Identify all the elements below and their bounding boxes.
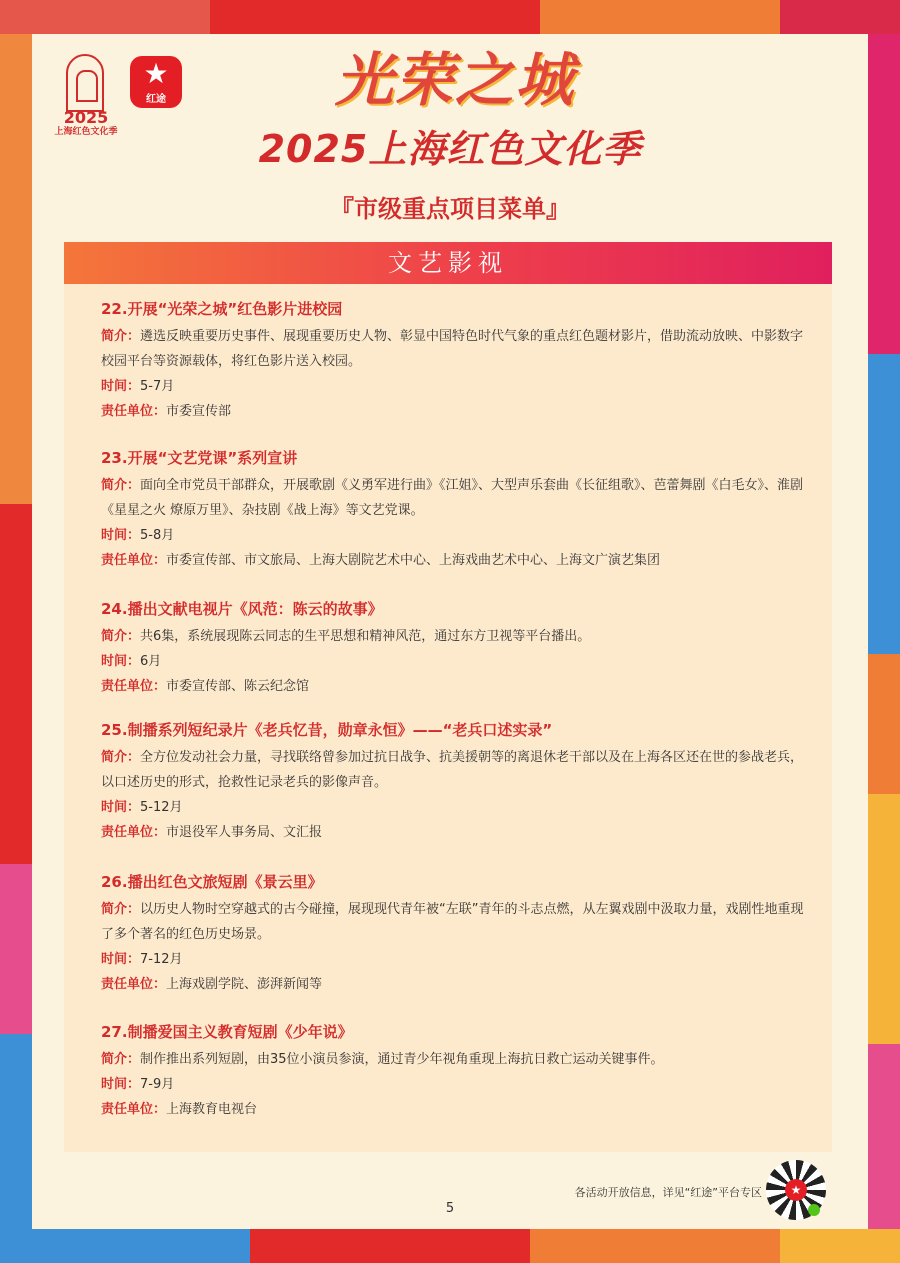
item-intro: 简介：制作推出系列短剧，由35位小演员参演，通过青少年视角重现上海抗日救亡运动关键事件。 bbox=[101, 1052, 664, 1067]
item-intro: 简介：面向全市党员干部群众，开展歌剧《义勇军进行曲》《江姐》、大型声乐套曲《长征组歌》、芭蕾舞剧《白毛女》、淮剧《星星之火 燎原万里》、杂技剧《战上海》等文艺党课。 bbox=[101, 478, 804, 518]
item-time: 时间：5-7月 bbox=[101, 379, 175, 394]
item-unit: 责任单位：上海教育电视台 bbox=[101, 1102, 258, 1117]
subtitle-text: 市级重点项目菜单 bbox=[354, 195, 546, 223]
content-panel bbox=[64, 242, 832, 1152]
item-title: 25.制播系列短纪录片《老兵忆昔，勋章永恒》——“老兵口述实录” bbox=[101, 721, 553, 739]
item-time: 时间：7-9月 bbox=[101, 1077, 175, 1092]
page-title: 2025上海红色文化季 bbox=[258, 127, 642, 171]
section-title: 文艺影视 bbox=[388, 249, 508, 277]
item-time: 时间：5-12月 bbox=[101, 800, 183, 815]
logo-year: 2025 bbox=[63, 108, 109, 127]
item-title: 24.播出文献电视片《风范：陈云的故事》 bbox=[101, 600, 383, 618]
item-title: 22.开展“光荣之城”红色影片进校园 bbox=[101, 300, 343, 318]
item-intro: 简介：共6集，系统展现陈云同志的生平思想和精神风范，通过东方卫视等平台播出。 bbox=[101, 629, 591, 644]
logo-name: 上海红色文化季 bbox=[54, 127, 118, 137]
item-intro: 简介：以历史人物时空穿越式的古今碰撞，展现现代青年被“左联”青年的斗志点燃，从左翼戏剧中汲取力量，戏剧性地重现了多个著名的红色历史场景。 bbox=[101, 902, 804, 942]
footer-note: 各活动开放信息，详见“红途”平台专区 bbox=[574, 1186, 762, 1199]
emblem-icon bbox=[66, 54, 104, 112]
bracket-right: 』 bbox=[546, 195, 570, 223]
item-intro: 简介：全方位发动社会力量，寻找联络曾参加过抗日战争、抗美援朝等的离退休老干部以及在上海各区还在世的参战老兵，以口述历史的形式，抢救性记录老兵的影像声音。 bbox=[101, 750, 804, 790]
item-time: 时间：5-8月 bbox=[101, 528, 175, 543]
item-unit: 责任单位：市委宣传部、陈云纪念馆 bbox=[101, 679, 310, 694]
project-item-27 bbox=[101, 1022, 811, 1122]
item-time: 时间：6月 bbox=[101, 654, 162, 669]
project-item-23 bbox=[101, 448, 811, 573]
project-item-26 bbox=[101, 872, 811, 997]
item-title: 23.开展“文艺党课”系列宣讲 bbox=[101, 449, 298, 467]
project-item-22 bbox=[101, 299, 811, 424]
page-subtitle bbox=[300, 192, 600, 226]
hongtu-app-logo bbox=[130, 56, 182, 108]
wechat-icon bbox=[808, 1204, 820, 1216]
item-unit: 责任单位：上海戏剧学院、澎湃新闻等 bbox=[101, 977, 323, 992]
bracket-left: 『 bbox=[330, 195, 354, 223]
item-title: 26.播出红色文旅短剧《景云里》 bbox=[101, 873, 323, 891]
project-item-24 bbox=[101, 599, 811, 699]
red-culture-season-logo bbox=[46, 52, 126, 138]
hongtu-label: 红途 bbox=[146, 94, 166, 105]
qr-logo: ★ bbox=[785, 1179, 807, 1201]
item-unit: 责任单位：市退役军人事务局、文汇报 bbox=[101, 825, 323, 840]
star-icon: ★ bbox=[143, 57, 169, 90]
item-unit: 责任单位：市委宣传部、市文旅局、上海大剧院艺术中心、上海戏曲艺术中心、上海文广演艺集团 bbox=[101, 553, 661, 568]
page-number: 5 bbox=[445, 1201, 455, 1216]
item-unit: 责任单位：市委宣传部 bbox=[101, 404, 232, 419]
project-item-25 bbox=[101, 720, 811, 845]
item-intro: 简介：遴选反映重要历史事件、展现重要历史人物、彰显中国特色时代气象的重点红色题材影片，借助流动放映、中影数字校园平台等资源载体，将红色影片送入校园。 bbox=[101, 329, 804, 369]
section-header bbox=[64, 242, 832, 284]
brush-title: 光荣之城 bbox=[334, 46, 575, 114]
qr-code[interactable] bbox=[766, 1160, 826, 1220]
item-title: 27.制播爱国主义教育短剧《少年说》 bbox=[101, 1023, 353, 1041]
item-time: 时间：7-12月 bbox=[101, 952, 183, 967]
